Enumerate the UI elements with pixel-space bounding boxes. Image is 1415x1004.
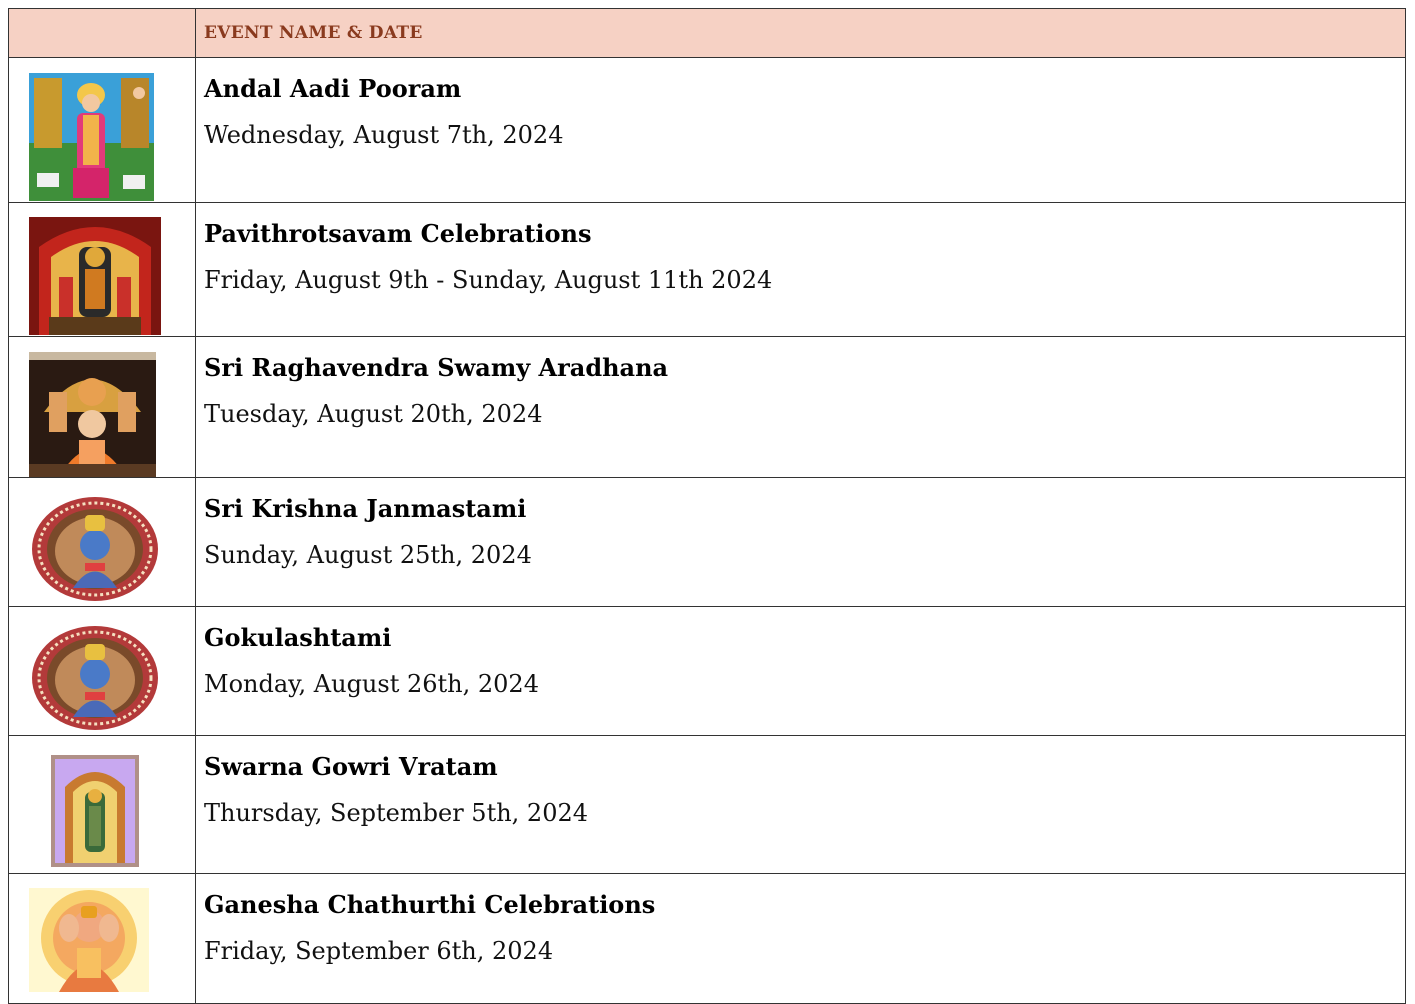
event-date: Wednesday, August 7th, 2024: [204, 121, 564, 149]
event-text-cell: [196, 203, 1406, 337]
table-row: [9, 337, 1406, 478]
event-date: Monday, August 26th, 2024: [204, 670, 539, 698]
event-image-cell: [9, 607, 196, 736]
event-text-cell: [196, 58, 1406, 203]
event-name: Sri Krishna Janmastami: [204, 494, 527, 523]
baby-krishna-medallion-image: [29, 622, 161, 734]
event-text-cell: [196, 607, 1406, 736]
event-date: Tuesday, August 20th, 2024: [204, 400, 543, 428]
event-text-cell: [196, 478, 1406, 607]
event-image-cell: [9, 736, 196, 874]
event-name: Ganesha Chathurthi Celebrations: [204, 890, 656, 919]
baby-krishna-medallion-image: [29, 493, 161, 605]
table-row: [9, 203, 1406, 337]
table-row: [9, 58, 1406, 203]
event-name: Andal Aadi Pooram: [204, 74, 462, 103]
table-row: [9, 736, 1406, 874]
table-row: [9, 874, 1406, 1004]
table-row: [9, 607, 1406, 736]
event-date: Sunday, August 25th, 2024: [204, 541, 532, 569]
header-image-cell: [9, 9, 196, 58]
event-date: Friday, September 6th, 2024: [204, 937, 554, 965]
gowri-framed-image: [47, 752, 145, 872]
event-image-cell: [9, 874, 196, 1004]
ganesha-image: [29, 888, 149, 992]
event-text-cell: [196, 736, 1406, 874]
table-header-row: [9, 9, 1406, 58]
table-row: [9, 478, 1406, 607]
events-table: [8, 8, 1406, 1004]
event-image-cell: [9, 478, 196, 607]
event-image-cell: [9, 337, 196, 478]
event-image-cell: [9, 58, 196, 203]
event-name: Sri Raghavendra Swamy Aradhana: [204, 353, 669, 382]
event-date: Thursday, September 5th, 2024: [204, 799, 588, 827]
raghavendra-swamy-image: [29, 352, 156, 477]
event-image-cell: [9, 203, 196, 337]
event-name: Pavithrotsavam Celebrations: [204, 219, 592, 248]
header-title-cell: [196, 9, 1406, 58]
event-text-cell: [196, 337, 1406, 478]
column-title: EVENT NAME & DATE: [204, 23, 423, 43]
temple-deity-image: [29, 217, 161, 335]
event-name: Swarna Gowri Vratam: [204, 752, 498, 781]
event-text-cell: [196, 874, 1406, 1004]
event-name: Gokulashtami: [204, 623, 392, 652]
event-date: Friday, August 9th - Sunday, August 11th 2024: [204, 266, 773, 294]
andal-deity-image: [29, 73, 154, 201]
